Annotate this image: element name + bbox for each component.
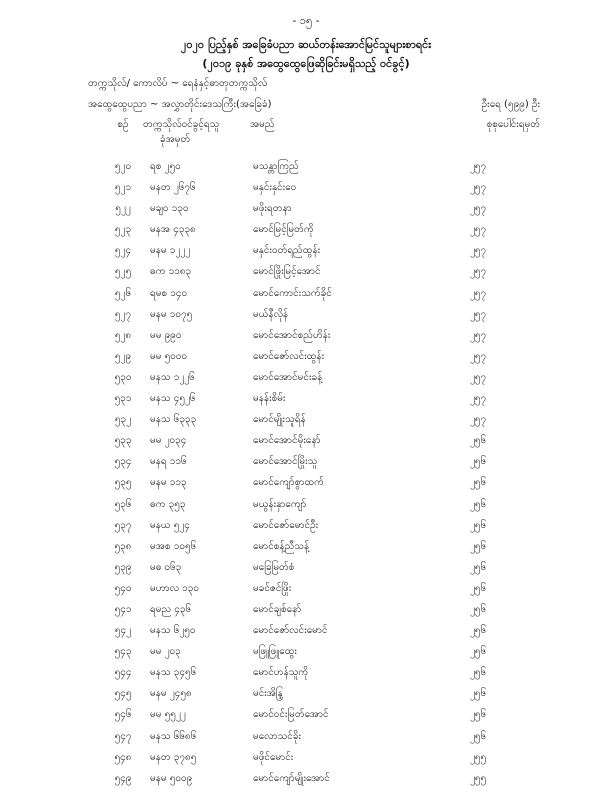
header-reg-line2: ခုံအမှတ် <box>160 134 191 145</box>
row-total: ၂၅၆ <box>470 456 487 468</box>
table-row <box>0 160 612 181</box>
row-total: ၂၅၆ <box>470 688 487 700</box>
table-row <box>0 476 612 497</box>
table-row <box>0 498 612 519</box>
document-subtitle: (၂၀၁၉ ခုနှစ် အထွေထွေဖြေဆိုခြင်းမရှိသည့် ဝင်ခွင့်) <box>202 57 410 70</box>
row-name: မောင်ကောင်းသက်ခိုင် <box>253 287 332 299</box>
row-total: ၂၅၆ <box>470 667 487 679</box>
row-name: မယွန်းနှာကျော် <box>253 498 307 510</box>
table-row <box>0 582 612 603</box>
row-total: ၂၅၇ <box>470 287 487 299</box>
table-row <box>0 772 612 793</box>
row-name: မောင်ချစ်နော် <box>253 603 302 615</box>
row-reg-number: မဓ ၀၆၃ <box>150 561 182 573</box>
row-number: ၅၃၆ <box>114 498 132 510</box>
row-total: ၂၅၇ <box>470 245 487 257</box>
row-total: ၂၅၇ <box>470 161 487 172</box>
row-reg-number: ရစ ၂၅၀ <box>150 161 181 172</box>
row-total: ၂၅၆ <box>470 730 487 742</box>
table-row <box>0 181 612 202</box>
row-reg-number: မနမ ၁၂၂၂ <box>150 245 191 257</box>
row-number: ၅၃၃ <box>114 435 132 447</box>
table-row <box>0 751 612 772</box>
row-reg-number: မနမ ၁၁၃ <box>150 477 187 489</box>
row-number: ၅၃၄ <box>114 456 132 468</box>
table-row <box>0 308 612 329</box>
table-row <box>0 730 612 751</box>
row-total: ၂၅၇ <box>470 203 487 215</box>
row-name: မောင်အောင်မြိုးသူ <box>253 456 318 468</box>
table-row <box>0 624 612 645</box>
row-name: မောင်ဇော်လင်းထွန်း <box>253 350 325 362</box>
row-total: ၂၅၆ <box>470 646 487 658</box>
table-row <box>0 603 612 624</box>
row-number: ၅၄၃ <box>114 646 132 658</box>
table-row <box>0 287 612 308</box>
row-name: မောင်ဇော်လင်းမောင် <box>253 625 328 637</box>
row-reg-number: မနမ ၅၀၀၉ <box>150 772 193 784</box>
row-number: ၅၄၅ <box>114 688 132 700</box>
row-reg-number: ရမစ ၁၄၀ <box>150 287 188 299</box>
row-total: ၂၅၇ <box>470 308 487 320</box>
row-name: မောင်အောင်စည်ဟိန်း <box>253 329 331 341</box>
row-name: မနှင်းနှင်းဝေ <box>253 182 297 194</box>
row-name: မယ်နီလိုန် <box>253 308 289 320</box>
row-number: ၅၂၁ <box>114 182 132 194</box>
row-reg-number: မနတ ၃၇၈၅ <box>150 751 197 763</box>
table-row <box>0 645 612 666</box>
row-name: မောင်ဝင်းမြတ်အောင် <box>253 709 329 721</box>
header-name: အမည် <box>250 119 275 130</box>
row-number: ၅၂၉ <box>114 350 132 362</box>
row-reg-number: မနမ ၁၀၇၅ <box>150 308 193 320</box>
row-reg-number: မမ ၂၀၃၄ <box>150 435 187 447</box>
row-name: မောင်အောင်မိုးနော် <box>253 435 321 447</box>
table-row <box>0 350 612 371</box>
table-row <box>0 666 612 687</box>
row-reg-number: ရမည ၄၃၆ <box>150 603 192 615</box>
row-total: ၂၅၇ <box>470 414 487 426</box>
row-number: ၅၂၆ <box>114 287 132 299</box>
row-name: မောင်ကျော်မျိုးအောင် <box>253 772 330 784</box>
row-number: ၅၂၀ <box>114 161 132 172</box>
row-name: မောင်စန့်ညီသန့် <box>253 540 310 552</box>
row-reg-number: မနတ ၂၆၇၆ <box>150 182 196 194</box>
row-number: ၅၄၉ <box>114 772 132 784</box>
table-row <box>0 561 612 582</box>
row-total: ၂၅၆ <box>470 477 487 489</box>
row-name: မောင်ဟန်သူကို <box>253 667 309 679</box>
row-reg-number: မနသ ၄၅၂၆ <box>150 393 196 405</box>
table-row <box>0 371 612 392</box>
row-name: မောင်မြင့်မြတ်ကို <box>253 224 314 236</box>
row-number: ၅၃၀ <box>114 371 132 383</box>
row-reg-number: မနသ ၃၄၅၆ <box>150 667 197 679</box>
header-reg: တက္ကသိုလ်ဝင်ခွင့်ရသူ <box>143 119 220 130</box>
row-reg-number: မမ ၉၉၀ <box>150 329 182 341</box>
table-row <box>0 392 612 413</box>
row-number: ၅၂၄ <box>114 245 132 257</box>
table-row <box>0 687 612 708</box>
table-row <box>0 708 612 729</box>
row-total: ၂၅၆ <box>470 498 487 510</box>
row-total: ၂၅၇ <box>470 350 487 362</box>
row-total: ၂၅၇ <box>470 224 487 236</box>
row-reg-number: မမ ၅၀၀၀ <box>150 350 188 362</box>
row-number: ၅၂၇ <box>114 308 132 320</box>
row-number: ၅၃၅ <box>114 477 132 489</box>
row-number: ၅၃၂ <box>114 414 132 426</box>
row-reg-number: ဓက ၃၅၃ <box>150 498 186 510</box>
row-name: မနန်းစိမ်း <box>253 393 286 405</box>
header-no: စဉ် <box>117 119 129 130</box>
row-total: ၂၅၇ <box>470 182 487 194</box>
row-total: ၂၅၆ <box>470 540 487 552</box>
quota-label: ဦးရေ (၅၉၉) ဦး <box>481 99 540 110</box>
row-total: ၂၅၆ <box>470 519 487 531</box>
table-row <box>0 244 612 265</box>
table-row <box>0 223 612 244</box>
page-number: - ၁၅ - <box>292 14 320 27</box>
row-reg-number: မအစ ၁၀၅၆ <box>150 540 197 552</box>
row-total: ၂၅၆ <box>470 435 487 447</box>
row-total: ၂၅၅ <box>470 772 487 784</box>
row-total: ၂၅၇ <box>470 329 487 341</box>
row-reg-number: မမ ၅၅၂၂ <box>150 709 186 721</box>
row-reg-number: ဓက ၁၁၈၃ <box>150 266 192 278</box>
row-name: မင်းအိန္ဒြ <box>253 688 283 700</box>
row-name: မောင်ကျော်စွာထက် <box>253 477 324 489</box>
row-reg-number: မနသ ၆၆၈၆ <box>150 730 197 742</box>
row-reg-number: မမ ၂၀၃ <box>150 646 181 658</box>
row-name: မနှင်းဝတ်ရည်ထွန်း <box>253 245 321 257</box>
row-total: ၂၅၆ <box>470 709 487 721</box>
row-reg-number: မနသ ၆၂၅၀ <box>150 625 196 637</box>
row-name: မလောသင်ခိုး <box>253 730 302 742</box>
row-number: ၅၄၇ <box>114 730 132 742</box>
row-name: မောင်မျိုးသူရိန် <box>253 414 306 426</box>
row-reg-number: မနအ ၄၃၃၈ <box>150 224 196 236</box>
row-total: ၂၅၇ <box>470 393 487 405</box>
row-number: ၅၄၆ <box>114 709 132 721</box>
row-name: မဖိုးရတနာ <box>253 203 292 215</box>
region-line: အထွေထွေပညာ ~ အလွှာတိုင်းဒေသကြီး(အခြေခံ) <box>88 99 272 110</box>
table-row <box>0 413 612 434</box>
row-total: ၂၅၅ <box>470 751 487 763</box>
row-number: ၅၂၈ <box>114 329 132 341</box>
row-number: ၅၃၈ <box>114 540 132 552</box>
row-name: မဖြူဖြူထွေး <box>253 646 297 658</box>
row-number: ၅၃၉ <box>114 561 132 573</box>
row-reg-number: မနမ ၂၄၅၈ <box>150 688 192 700</box>
row-name: မခင်ဇင်ဖြိုး <box>253 582 292 594</box>
row-name: မဖိုင်မောင်း <box>253 751 294 763</box>
row-number: ၅၄၀ <box>114 582 132 594</box>
row-number: ၅၂၅ <box>114 266 132 278</box>
table-row <box>0 455 612 476</box>
row-name: မောင်ဇော်မောင်ဦး <box>253 519 319 531</box>
row-total: ၂၅၇ <box>470 371 487 383</box>
row-reg-number: မနယ ၅၂၄ <box>150 519 190 531</box>
row-total: ၂၅၆ <box>470 603 487 615</box>
row-total: ၂၅၇ <box>470 266 487 278</box>
row-number: ၅၂၃ <box>114 224 132 236</box>
row-reg-number: မနသ ၁၂၂၆ <box>150 371 195 383</box>
table-row <box>0 265 612 286</box>
table-row <box>0 519 612 540</box>
row-total: ၂၅၆ <box>470 561 487 573</box>
row-reg-number: မနသ ၆၃၃၃ <box>150 414 197 426</box>
row-total: ၂၅၆ <box>470 582 487 594</box>
header-total: စုစုပေါင်းရမှတ် <box>486 119 540 130</box>
row-number: ၅၂၂ <box>115 203 131 215</box>
table-row <box>0 540 612 561</box>
row-number: ၅၃၇ <box>114 519 132 531</box>
row-number: ၅၄၈ <box>114 751 132 763</box>
row-name: မခြေမြတ်စံ <box>253 561 295 573</box>
row-number: ၅၄၂ <box>114 625 132 637</box>
row-reg-number: မဟာလ ၁၃၀ <box>150 582 200 594</box>
table-row <box>0 329 612 350</box>
row-number: ၅၃၁ <box>114 393 132 405</box>
row-number: ၅၄၄ <box>114 667 132 679</box>
row-reg-number: မနရ ၁၁၆ <box>150 456 187 468</box>
row-name: မောင်အောင်မင်းခန့် <box>253 371 323 383</box>
exam-center-line: တက္ကသိုလ်/ ကောလိပ် ~ ရေနံနှင့်ဓာတုတက္ကသိုလ် <box>88 78 268 89</box>
row-total: ၂၅၆ <box>470 625 487 637</box>
table-row <box>0 434 612 455</box>
row-name: မသန္တာကြည် <box>253 161 299 172</box>
results-table <box>0 160 612 793</box>
table-row <box>0 202 612 223</box>
row-name: မောင်ဖြိုးမြင့်အောင် <box>253 266 321 278</box>
row-reg-number: မချ၀ ၁၃၀ <box>150 203 189 215</box>
document-title: ၂၀၂၀ ပြည့်နှစ် အခြေခံပညာ ဆယ်တန်းအောင်မြင်သူများစာရင်း <box>180 38 432 51</box>
row-number: ၅၄၁ <box>114 603 132 615</box>
